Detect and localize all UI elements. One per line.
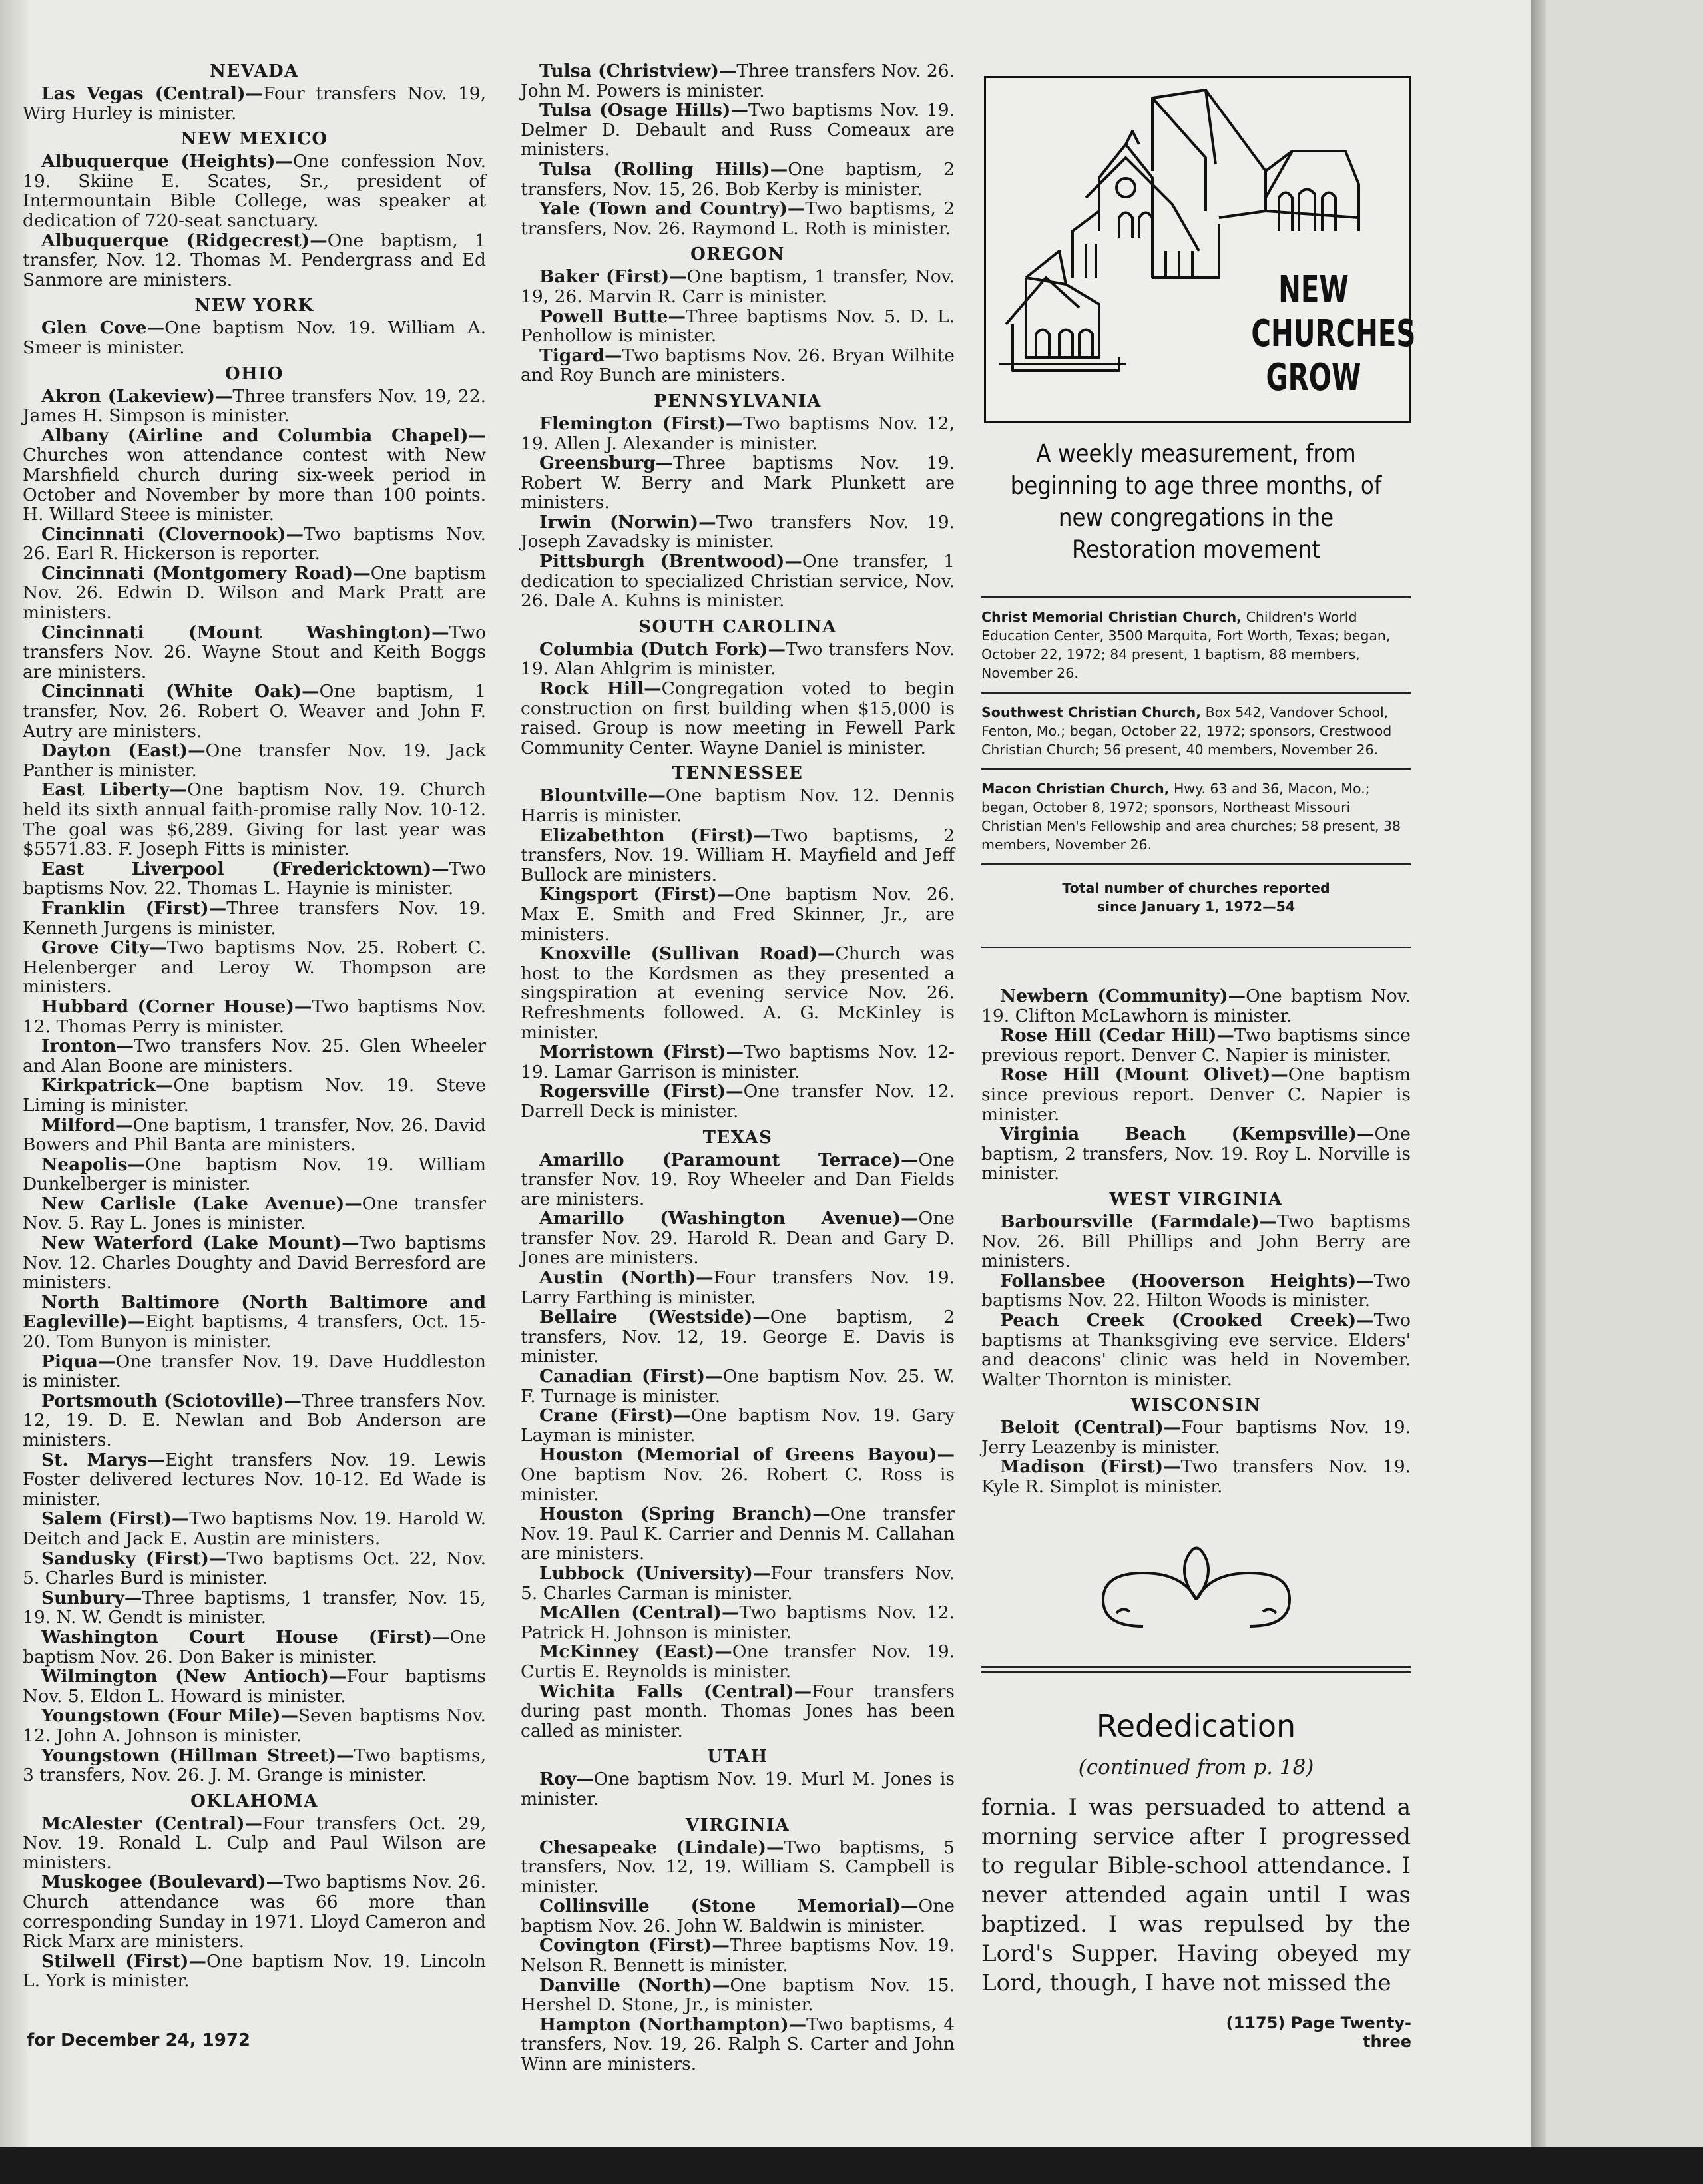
church-name: Danville (North) [539,1974,712,1996]
church-report: Columbia (Dutch Fork)—Two transfers Nov. 19. Alan Ahlgrim is minister. [521,638,955,680]
church-report: Rose Hill (Cedar Hill)—Two baptisms since previous report. Denver C. Napier is minister. [981,1025,1411,1066]
church-report-text: Three transfers Nov. 12, 19. D. E. Newlan and Bob Anderson are ministers. [23,1390,486,1450]
church-name: Hampton (Northampton) [539,2014,789,2035]
church-report: Greensburg—Three baptisms Nov. 19. Robert W. Berry and Mark Plunkett are ministers. [521,453,955,513]
church-report: Flemington (First)—Two baptisms Nov. 12, 19. Allen J. Alexander is minister. [521,413,955,454]
church-report: Pittsburgh (Brentwood)—One transfer, 1 dedication to specialized Christian service, Nov. 26. Dale A. Kuhns is minister. [521,551,955,612]
church-name: Ironton [41,1036,117,1057]
state-heading: OREGON [690,244,785,265]
church-report: Washington Court House (First)—One baptism Nov. 26. Don Baker is minister. [23,1626,486,1667]
state-heading: NEW YORK [194,296,314,316]
church-report: Crane (First)—One baptism Nov. 19. Gary Layman is minister. [521,1405,955,1446]
church-report: Cincinnati (White Oak)—One baptism, 1 transfer, Nov. 26. Robert O. Weaver and John F. Autry are ministers. [23,681,487,742]
church-name: Sandusky (First) [41,1548,209,1569]
church-report-text: Three transfers Nov. 19, 22. James H. Simpson is minister. [23,385,486,427]
church-name: New Carlisle (Lake Avenue) [41,1193,345,1214]
church-report-text: Four transfers during past month. Thomas Jones has been called as minister. [521,1681,955,1741]
church-name: Salem (First) [41,1508,172,1530]
church-report-text: Two baptisms Nov. 12-19. Lamar Garrison is minister. [521,1042,955,1082]
church-name: Baker (First) [539,266,670,288]
church-name: Peach Creek (Crooked Creek) [1000,1309,1357,1331]
church-report: East Liberty—One baptism Nov. 19. Church held its sixth annual faith-promise rally Nov. 10-12. The goal was $6,289. Giving for last year was $5571.83. F. Joseph Fitts is minister. [23,779,486,860]
church-report-text: Three transfers Nov. 26. John M. Powers is minister. [521,61,955,101]
church-report-text: Two baptisms, 5 transfers, Nov. 12, 19. William S. Campbell is minister. [521,1837,955,1897]
church-name: Tulsa (Osage Hills) [539,100,731,121]
church-report-text: Church was host to the Kordsmen as they presented a singspiration at evening service Nov. 26. Refreshments followed. A. G. McKinley is minister. [521,943,955,1043]
church-report-text: One baptism Nov. 26. Max E. Smith and Fred Skinner, Jr., are ministers. [521,884,955,945]
church-name: Pittsburgh (Brentwood) [539,551,785,572]
church-report: Morristown (First)—Two baptisms Nov. 12-19. Lamar Garrison is minister. [521,1042,955,1082]
church-report-text: One baptism, 1 transfer, Nov. 12. Thomas M. Pendergrass and Ed Sanmore are ministers. [23,230,486,290]
church-name: Virginia Beach (Kempsville) [1000,1124,1357,1145]
church-report-text: One transfer Nov. 19. Curtis E. Reynolds is minister. [521,1641,955,1682]
church-report: McAllen (Central)—Two baptisms Nov. 12. Patrick H. Johnson is minister. [521,1602,955,1643]
church-report-text: Four transfers Oct. 29, Nov. 19. Ronald L. Culp and Paul Wilson are ministers. [23,1813,486,1873]
church-report: Sandusky (First)—Two baptisms Oct. 22, Nov. 5. Charles Burd is minister. [23,1548,486,1589]
church-report: New Carlisle (Lake Avenue)—One transfer Nov. 5. Ray L. Jones is minister. [23,1193,486,1234]
church-report: Tulsa (Christview)—Three transfers Nov. 26. John M. Powers is minister. [521,61,955,101]
church-report-text: One transfer Nov. 19. Roy Wheeler and Dan Fields are ministers. [521,1149,955,1209]
church-report: Youngstown (Hillman Street)—Two baptisms, 3 transfers, Nov. 26. J. M. Grange is minister. [23,1745,486,1786]
church-report-text: Four baptisms Nov. 5. Eldon L. Howard is minister. [23,1666,486,1707]
church-name: Franklin (First) [41,897,209,919]
church-name: Columbia (Dutch Fork) [539,638,768,660]
rule [981,947,1411,948]
church-name: Knoxville (Sullivan Road) [539,943,818,965]
church-report-text: One baptism Nov. 19. William Dunkelberger is minister. [23,1154,486,1195]
church-report: Las Vegas (Central)—Four transfers Nov. 19, Wirg Hurley is minister. [23,83,486,124]
church-report: Salem (First)—Two baptisms Nov. 19. Harold W. Deitch and Jack E. Austin are ministers. [23,1508,486,1549]
church-report-text: One baptism, 1 transfer, Nov. 26. Robert O. Weaver and John F. Autry are ministers. [23,681,487,742]
church-report: Chesapeake (Lindale)—Two baptisms, 5 transfers, Nov. 12, 19. William S. Campbell is minister. [521,1837,955,1897]
church-report: Cincinnati (Montgomery Road)—One baptism Nov. 26. Edwin D. Wilson and Mark Pratt are ministers. [23,562,487,624]
church-name: Youngstown (Four Mile) [41,1705,281,1727]
church-report: Newbern (Community)—One baptism Nov. 19. Clifton McLawhorn is minister. [981,986,1411,1026]
new-church-entry: Macon Christian Church, Hwy. 63 and 36, Macon, Mo.; began, October 8, 1972; sponsors, Northeast Missouri Christian Men's Fellowship and area churches; 58 present, 38 members, November 26. [981,781,1401,853]
church-report-text: Four transfers Nov. 5. Charles Carman is minister. [521,1562,955,1604]
church-report: Collinsville (Stone Memorial)—One baptism Nov. 26. John W. Baldwin is minister. [521,1896,955,1936]
church-name: New Waterford (Lake Mount) [41,1233,342,1254]
church-report: Albuquerque (Ridgecrest)—One baptism, 1 transfer, Nov. 12. Thomas M. Pendergrass and Ed Sanmore are ministers. [23,230,486,290]
church-report-text: Two baptisms Nov. 26. Bryan Wilhite and Roy Bunch are ministers. [521,345,955,386]
church-name: Las Vegas (Central) [41,83,246,104]
column-3-news [981,986,1411,1497]
church-report-text: Two baptisms, 4 transfers, Nov. 19, 26. Ralph S. Carter and John Winn are ministers. [521,2014,955,2075]
church-report-text: One transfer Nov. 19. Paul K. Carrier and Dennis M. Callahan are ministers. [521,1504,955,1564]
church-name: Canadian (First) [539,1366,706,1387]
church-report: Lubbock (University)—Four transfers Nov. 5. Charles Carman is minister. [521,1562,955,1604]
church-report-text: Two baptisms, 3 transfers, Nov. 26. J. M. Grange is minister. [23,1745,486,1786]
church-name: Greensburg [539,453,656,474]
church-name: Washington Court House (First) [41,1626,433,1647]
church-name: East Liverpool (Fredericktown) [41,858,432,879]
church-report-text: Eight baptisms, 4 transfers, Oct. 15-20. Tom Bunyon is minister. [23,1311,486,1353]
church-name: Rose Hill (Mount Olivet) [1000,1064,1271,1086]
church-report: Powell Butte—Three baptisms Nov. 5. D. L. Penhollow is minister. [521,306,955,347]
church-name: Flemington (First) [539,413,726,434]
church-name: Lubbock (University) [539,1562,753,1584]
church-report-text: One transfer Nov. 19. Dave Huddleston is minister. [23,1351,486,1392]
church-report-text: Three baptisms Nov. 5. D. L. Penhollow is minister. [521,306,955,347]
church-name: Akron (Lakeview) [41,385,215,407]
church-name: Tigard [539,345,605,366]
church-name: Houston (Spring Branch) [539,1504,813,1525]
state-heading: UTAH [707,1747,768,1767]
church-name: Chesapeake (Lindale) [539,1837,766,1858]
church-report: Elizabethton (First)—Two baptisms, 2 transfers, Nov. 19. William H. Mayfield and Jeff Bullock are ministers. [521,825,955,885]
church-report: Muskogee (Boulevard)—Two baptisms Nov. 26. Church attendance was 66 more than corresponding Sunday in 1971. Lloyd Cameron and Rick Marx are ministers. [23,1872,487,1952]
church-name: Muskogee (Boulevard) [41,1872,266,1893]
church-report-text: One baptism Nov. 12. Dennis Harris is minister. [521,785,955,826]
church-name: Glen Cove [41,318,147,339]
church-report-text: One transfer Nov. 29. Harold R. Dean and Gary D. Jones are ministers. [521,1208,955,1269]
church-report: Peach Creek (Crooked Creek)—Two baptisms at Thanksgiving eve service. Elders' and deacons' clinic was held in November. Walter Thornton is minister. [981,1309,1411,1390]
church-report-text: One transfer Nov. 12. Darrell Deck is minister. [521,1081,955,1122]
church-name: Albuquerque (Heights) [41,151,276,172]
church-report: Albuquerque (Heights)—One confession Nov. 19. Skiine E. Scates, Sr., president of Intermountain Bible College, was speaker at dedication of 720-seat sanctuary. [23,151,487,231]
church-name: Morristown (First) [539,1042,726,1063]
church-report: McAlester (Central)—Four transfers Oct. 29, Nov. 19. Ronald L. Culp and Paul Wilson are ministers. [23,1813,486,1873]
church-name: Cincinnati (Montgomery Road) [41,562,354,584]
church-report-text: One baptism, 2 transfers, Nov. 15, 26. Bob Kerby is minister. [521,158,955,200]
church-report: Virginia Beach (Kempsville)—One baptism, 2 transfers, Nov. 19. Roy L. Norville is minister. [981,1124,1411,1184]
state-heading: TENNESSEE [672,764,804,784]
church-report-text: Two baptisms, 2 transfers, Nov. 26. Raymond L. Roth is minister. [521,198,955,239]
state-heading: WEST VIRGINIA [1109,1189,1283,1209]
church-name: Hubbard (Corner House) [41,996,294,1017]
church-report-text: Four transfers Nov. 19. Larry Farthing is minister. [521,1267,955,1308]
church-report-text: Two transfers Nov. 19. Joseph Zavadsky is minister. [521,511,955,552]
church-report-text: One baptism Nov. 19. Clifton McLawhorn is minister. [981,986,1411,1026]
church-report: Milford—One baptism, 1 transfer, Nov. 26. David Bowers and Phil Banta are ministers. [23,1114,486,1156]
church-report-text: One baptism Nov. 19. Church held its sixth annual faith-promise rally Nov. 10-12. The goal was $6,289. Giving for last year was $5571.83. F. Joseph Fitts is minister. [23,779,486,860]
church-report: Beloit (Central)—Four baptisms Nov. 19. Jerry Leazenby is minister. [981,1417,1411,1458]
rededication-subtitle: (continued from p. 18) [1078,1755,1314,1780]
church-report-text: Two baptisms Nov. 12, 19. Allen J. Alexander is minister. [521,413,955,454]
state-heading: NEVADA [210,61,299,81]
rededication-body: fornia. I was persuaded to attend a morning service after I progressed to regular Bible-school attendance. I never attended again until I was baptized. I was repulsed by the Lord's Supper. Having obeyed my Lord, though, I have not missed the [981,1794,1411,1997]
church-report-text: Two baptisms Nov. 25. Robert C. Helenberger and Leroy W. Thompson are ministers. [23,937,486,998]
church-report: Amarillo (Paramount Terrace)—One transfer Nov. 19. Roy Wheeler and Dan Fields are ministers. [521,1149,955,1209]
rule [981,863,1411,865]
church-name: Amarillo (Washington Avenue) [539,1208,901,1229]
church-report: Blountville—One baptism Nov. 12. Dennis Harris is minister. [521,785,955,826]
logo-text-new: NEW [1278,268,1349,312]
church-name: Kingsport (First) [539,884,717,905]
church-report: Amarillo (Washington Avenue)—One transfer Nov. 29. Harold R. Dean and Gary D. Jones are ministers. [521,1208,955,1269]
church-report: Baker (First)—One baptism, 1 transfer, Nov. 19, 26. Marvin R. Carr is minister. [521,266,955,307]
church-report: Covington (First)—Three baptisms Nov. 19. Nelson R. Bennett is minister. [521,1935,955,1976]
church-report: North Baltimore (North Baltimore and Eagleville)—Eight baptisms, 4 transfers, Oct. 15-20. Tom Bunyon is minister. [23,1291,486,1353]
church-name: Dayton (East) [41,740,188,762]
church-report-text: One baptism since previous report. Denver C. Napier is minister. [981,1064,1411,1125]
church-report-text: Two transfers Nov. 19. Kyle R. Simplot is minister. [981,1456,1411,1498]
page-number: (1175) Page Twenty-three [1226,2014,1411,2051]
church-name: Cincinnati (Clovernook) [41,523,286,545]
church-name: Neapolis [41,1154,128,1175]
church-report-text: One baptism, 2 transfers, Nov. 12, 19. George E. Davis is minister. [521,1307,955,1367]
church-name: Elizabethton (First) [539,825,754,846]
church-report-text: Two transfers Nov. 26. Wayne Stout and Keith Boggs are ministers. [23,622,486,682]
church-name: Tulsa (Christview) [539,61,719,81]
church-report-text: Eight transfers Nov. 19. Lewis Foster delivered lectures Nov. 10-12. Ed Wade is minister. [23,1449,486,1510]
church-report-text: One baptism Nov. 19. Murl M. Jones is minister. [521,1769,955,1809]
church-report-text: Churches won attendance contest with New Marshfield church during six-week period in October and November by more than 100 points. H. Willard Steee is minister. [23,445,486,525]
church-report-text: Two baptisms Nov. 19. Delmer D. Debault and Russ Comeaux are ministers. [521,100,955,160]
church-report: Austin (North)—Four transfers Nov. 19. Larry Farthing is minister. [521,1267,955,1308]
rule [981,596,1411,598]
church-report: Glen Cove—One baptism Nov. 19. William A. Smeer is minister. [23,318,486,358]
church-report: Canadian (First)—One baptism Nov. 25. W. F. Turnage is minister. [521,1366,955,1407]
church-name: North Baltimore (North Baltimore and Eagleville) [23,1291,486,1333]
church-report: Wilmington (New Antioch)—Four baptisms Nov. 5. Eldon L. Howard is minister. [23,1666,486,1707]
church-name: Milford [41,1114,116,1136]
church-report-text: Four transfers Nov. 19, Wirg Hurley is minister. [23,83,486,124]
issue-date: for December 24, 1972 [27,2030,250,2050]
church-name: Piqua [41,1351,98,1372]
church-report-text: One baptism Nov. 19. Steve Liming is minister. [23,1075,486,1116]
state-heading: VIRGINIA [685,1815,790,1835]
church-name: Grove City [41,937,150,959]
new-church-entry: Southwest Christian Church, Box 542, Vandover School, Fenton, Mo.; began, October 22, 1972; sponsors, Crestwood Christian Church; 56 present, 40 members, November 26. [981,704,1392,758]
church-report-text: Three baptisms Nov. 19. Nelson R. Bennett is minister. [521,1935,955,1976]
church-name: McKinney (East) [539,1641,715,1663]
church-report: Tulsa (Osage Hills)—Two baptisms Nov. 19. Delmer D. Debault and Russ Comeaux are ministers. [521,100,955,160]
church-report-text: Two baptisms, 2 transfers, Nov. 19. William H. Mayfield and Jeff Bullock are ministers. [521,825,955,885]
church-report: Youngstown (Four Mile)—Seven baptisms Nov. 12. John A. Johnson is minister. [23,1705,486,1746]
church-report: Rock Hill—Congregation voted to begin construction on first building when $15,000 is raised. Group is now meeting in Fewell Park Community Center. Wayne Daniel is minister. [521,678,955,758]
church-name: Barboursville (Farmdale) [1000,1211,1260,1232]
church-report-text: One baptism, 1 transfer, Nov. 19, 26. Marvin R. Carr is minister. [521,266,955,307]
church-report: Dayton (East)—One transfer Nov. 19. Jack Panther is minister. [23,740,486,781]
church-name: Follansbee (Hooverson Heights) [1000,1270,1357,1291]
church-report-text: One baptism Nov. 26. John W. Baldwin is minister. [521,1896,955,1936]
church-name: Tulsa (Rolling Hills) [539,158,770,180]
church-report-text: Two baptisms Nov. 26. Earl R. Hickerson is reporter. [23,523,486,564]
column-3 [981,61,1416,1998]
church-name: Blountville [539,785,648,807]
church-report-text: Two baptisms since previous report. Denver C. Napier is minister. [981,1025,1411,1066]
state-heading: NEW MEXICO [180,129,328,150]
church-report: Cincinnati (Mount Washington)—Two transfers Nov. 26. Wayne Stout and Keith Boggs are ministers. [23,622,486,682]
church-report-text: Four baptisms Nov. 19. Jerry Leazenby is minister. [981,1417,1411,1458]
church-report-text: Two baptisms Nov. 12. Patrick H. Johnson is minister. [521,1602,955,1643]
church-report-text: One baptism Nov. 19. William A. Smeer is minister. [23,318,486,358]
church-report-text: Two baptisms Oct. 22, Nov. 5. Charles Burd is minister. [23,1548,486,1589]
church-report: Rose Hill (Mount Olivet)—One baptism since previous report. Denver C. Napier is minister. [981,1064,1411,1125]
logo-text-churches: CHURCHES [1251,312,1416,355]
church-report-text: Three baptisms Nov. 19. Robert W. Berry and Mark Plunkett are ministers. [521,453,955,513]
church-report: Hampton (Northampton)—Two baptisms, 4 transfers, Nov. 19, 26. Ralph S. Carter and John Winn are ministers. [521,2014,955,2075]
church-report: Franklin (First)—Three transfers Nov. 19. Kenneth Jurgens is minister. [23,897,486,939]
church-report-text: One baptism Nov. 26. Don Baker is minister. [23,1626,486,1667]
church-name: Wichita Falls (Central) [539,1681,794,1702]
church-report: Danville (North)—One baptism Nov. 15. Hershel D. Stone, Jr., is minister. [521,1974,955,2016]
church-report-text: One confession Nov. 19. Skiine E. Scates, Sr., president of Intermountain Bible College, was speaker at dedication of 720-seat sanctuary. [23,151,487,231]
church-report: Kirkpatrick—One baptism Nov. 19. Steve Liming is minister. [23,1075,486,1116]
church-report-text: Two transfers Nov. 25. Glen Wheeler and Alan Boone are ministers. [23,1036,486,1076]
church-report: Stilwell (First)—One baptism Nov. 19. Lincoln L. York is minister. [23,1950,487,1992]
church-report-text: One baptism Nov. 26. Robert C. Ross is minister. [521,1464,955,1505]
church-report-text: Two baptisms Nov. 19. Harold W. Deitch and Jack E. Austin are ministers. [23,1508,486,1549]
church-name: Rose Hill (Cedar Hill) [1000,1025,1217,1046]
church-report-text: One baptism, 1 transfer, Nov. 26. David Bowers and Phil Banta are ministers. [23,1114,486,1156]
church-name: Beloit (Central) [1000,1417,1164,1438]
church-report-text: One transfer Nov. 5. Ray L. Jones is minister. [23,1193,486,1234]
church-report-text: Three transfers Nov. 19. Kenneth Jurgens is minister. [23,897,486,939]
church-report-text: Two baptisms Nov. 12. Charles Doughty and David Berresford are ministers. [23,1233,486,1293]
church-report: Tulsa (Rolling Hills)—One baptism, 2 transfers, Nov. 15, 26. Bob Kerby is minister. [521,158,955,200]
church-report: Hubbard (Corner House)—Two baptisms Nov. 12. Thomas Perry is minister. [23,996,486,1037]
section-divider [981,1666,1411,1673]
column-2 [521,61,955,2074]
church-name: Stilwell (First) [41,1950,189,1972]
church-report-text: One baptism Nov. 19. Lincoln L. York is minister. [23,1950,487,1992]
church-name: Albany (Airline and Columbia Chapel) [41,425,469,446]
church-report: Albany (Airline and Columbia Chapel)—Churches won attendance contest with New Marshfield church during six-week period in October and November by more than 100 points. H. Willard Steee is minister. [23,425,486,525]
church-report: Wichita Falls (Central)—Four transfers during past month. Thomas Jones has been called as minister. [521,1681,955,1741]
church-report: New Waterford (Lake Mount)—Two baptisms Nov. 12. Charles Doughty and David Berresford are ministers. [23,1233,486,1293]
rule [981,692,1411,694]
church-report-text: Two baptisms Nov. 22. Hilton Woods is minister. [981,1270,1411,1311]
church-name: McAlester (Central) [41,1813,245,1834]
state-heading: OKLAHOMA [190,1791,318,1811]
church-name: Rogersville (First) [539,1081,726,1102]
church-name: McAllen (Central) [539,1602,722,1624]
church-report: Ironton—Two transfers Nov. 25. Glen Wheeler and Alan Boone are ministers. [23,1036,486,1076]
feature-intro: A weekly measurement, from beginning to age three months, of new congregations in the Restoration movement [1010,439,1382,564]
state-heading: WISCONSIN [1130,1395,1262,1416]
church-name: Houston (Memorial of Greens Bayou) [539,1444,937,1466]
church-report-text: Two baptisms at Thanksgiving eve service. Elders' and deacons' clinic was held in November. Walter Thornton is minister. [981,1309,1411,1390]
church-name: Rock Hill [539,678,644,700]
state-heading: TEXAS [702,1127,773,1148]
church-report-text: Two baptisms Nov. 26. Church attendance was 66 more than corresponding Sunday in 1971. Lloyd Cameron and Rick Marx are ministers. [23,1872,487,1952]
church-report: Knoxville (Sullivan Road)—Church was host to the Kordsmen as they presented a singspiration at evening service Nov. 26. Refreshments followed. A. G. McKinley is minister. [521,943,955,1043]
church-report: Portsmouth (Sciotoville)—Three transfers Nov. 12, 19. D. E. Newlan and Bob Anderson are ministers. [23,1390,486,1450]
church-name: Powell Butte [539,306,668,327]
church-report: Irwin (Norwin)—Two transfers Nov. 19. Joseph Zavadsky is minister. [521,511,955,552]
church-report: Tigard—Two baptisms Nov. 26. Bryan Wilhite and Roy Bunch are ministers. [521,345,955,386]
church-report-text: One baptism Nov. 25. W. F. Turnage is minister. [521,1366,955,1407]
church-report: Neapolis—One baptism Nov. 19. William Dunkelberger is minister. [23,1154,486,1195]
church-name: Collinsville (Stone Memorial) [539,1896,901,1917]
church-report: East Liverpool (Fredericktown)—Two baptisms Nov. 22. Thomas L. Haynie is minister. [23,858,486,899]
church-report-text: One transfer, 1 dedication to specialized Christian service, Nov. 26. Dale A. Kuhns is minister. [521,551,955,612]
church-report: Piqua—One transfer Nov. 19. Dave Huddleston is minister. [23,1351,486,1392]
state-heading: SOUTH CAROLINA [638,616,837,637]
church-name: Austin (North) [539,1267,696,1289]
church-report-text: One baptism, 2 transfers, Nov. 19. Roy L. Norville is minister. [981,1124,1411,1184]
rule [981,768,1411,770]
church-name: Madison (First) [1000,1456,1164,1478]
logo-text-grow: GROW [1266,356,1361,399]
church-name: Kirkpatrick [41,1075,156,1096]
church-name: Cincinnati (White Oak) [41,681,302,702]
church-name: Crane (First) [539,1405,674,1426]
church-report-text: Seven baptisms Nov. 12. John A. Johnson is minister. [23,1705,486,1746]
church-report: Yale (Town and Country)—Two baptisms, 2 transfers, Nov. 26. Raymond L. Roth is minister. [521,198,955,239]
rededication-title: Rededication [1096,1708,1296,1745]
church-report: St. Marys—Eight transfers Nov. 19. Lewis Foster delivered lectures Nov. 10-12. Ed Wade is minister. [23,1449,486,1510]
adjacent-page-edge [1531,0,1703,2147]
church-report-text: Three baptisms, 1 transfer, Nov. 15, 19. N. W. Gendt is minister. [23,1587,486,1628]
church-report-text: Two baptisms Nov. 26. Bill Phillips and John Berry are ministers. [981,1211,1411,1272]
church-report-text: One baptism Nov. 19. Gary Layman is minister. [521,1405,955,1446]
column-1 [23,61,486,1991]
church-name: Sunbury [41,1587,124,1608]
state-heading: OHIO [224,363,284,384]
church-report-text: Two transfers Nov. 19. Alan Ahlgrim is minister. [521,638,955,680]
church-name: Cincinnati (Mount Washington) [41,622,432,643]
church-name: Bellaire (Westside) [539,1307,753,1328]
church-report-text: One transfer Nov. 19. Jack Panther is minister. [23,740,486,781]
church-report: Follansbee (Hooverson Heights)—Two baptisms Nov. 22. Hilton Woods is minister. [981,1270,1411,1311]
church-report-text: One baptism Nov. 26. Edwin D. Wilson and Mark Pratt are ministers. [23,562,487,624]
church-report-text: Congregation voted to begin construction on first building when $15,000 is raised. Group is now meeting in Fewell Park Community Center. Wayne Daniel is minister. [521,678,955,758]
church-report-text: Two baptisms Nov. 12. Thomas Perry is minister. [23,996,486,1037]
church-report: Bellaire (Westside)—One baptism, 2 transfers, Nov. 12, 19. George E. Davis is minister. [521,1307,955,1367]
church-report: Roy—One baptism Nov. 19. Murl M. Jones is minister. [521,1769,955,1809]
scroll-ornament-icon [981,1533,1411,1644]
church-name: Albuquerque (Ridgecrest) [41,230,310,251]
church-report: Rogersville (First)—One transfer Nov. 12. Darrell Deck is minister. [521,1081,955,1122]
church-name: Covington (First) [539,1935,712,1956]
new-church-entry: Christ Memorial Christian Church, Children's World Education Center, 3500 Marquita, Fort Worth, Texas; began, October 22, 1972; 84 present, 1 baptism, 88 members, November 26. [981,609,1391,681]
church-report: Akron (Lakeview)—Three transfers Nov. 19, 22. James H. Simpson is minister. [23,385,486,427]
church-name: Yale (Town and Country) [539,198,788,220]
church-name: Irwin (Norwin) [539,511,699,533]
church-name: Wilmington (New Antioch) [41,1666,329,1687]
church-report: Barboursville (Farmdale)—Two baptisms Nov. 26. Bill Phillips and John Berry are ministers. [981,1211,1411,1272]
church-name: St. Marys [41,1449,148,1470]
church-report-text: One baptism Nov. 15. Hershel D. Stone, Jr., is minister. [521,1974,955,2016]
church-report: McKinney (East)—One transfer Nov. 19. Curtis E. Reynolds is minister. [521,1641,955,1682]
church-report-text: Two baptisms Nov. 22. Thomas L. Haynie is minister. [23,858,486,899]
church-report: Grove City—Two baptisms Nov. 25. Robert C. Helenberger and Leroy W. Thompson are ministers. [23,937,486,998]
church-name: East Liberty [41,779,170,801]
church-name: Roy [539,1769,577,1790]
church-name: Portsmouth (Sciotoville) [41,1390,284,1411]
church-report: Sunbury—Three baptisms, 1 transfer, Nov. 15, 19. N. W. Gendt is minister. [23,1587,486,1628]
church-name: Amarillo (Paramount Terrace) [539,1149,901,1170]
church-report: Kingsport (First)—One baptism Nov. 26. Max E. Smith and Fred Skinner, Jr., are ministers. [521,884,955,945]
church-report: Houston (Spring Branch)—One transfer Nov. 19. Paul K. Carrier and Dennis M. Callahan are ministers. [521,1504,955,1564]
church-report: Cincinnati (Clovernook)—Two baptisms Nov. 26. Earl R. Hickerson is reporter. [23,523,486,564]
churches-total: Total number of churches reported since January 1, 1972—54 [1062,880,1330,915]
church-report: Madison (First)—Two transfers Nov. 19. Kyle R. Simplot is minister. [981,1456,1411,1498]
church-report: Houston (Memorial of Greens Bayou)—One baptism Nov. 26. Robert C. Ross is minister. [521,1444,955,1505]
church-name: Newbern (Community) [1000,986,1228,1006]
new-churches-grow-logo [984,76,1416,423]
state-heading: PENNSYLVANIA [654,391,822,411]
church-name: Youngstown (Hillman Street) [41,1745,336,1766]
